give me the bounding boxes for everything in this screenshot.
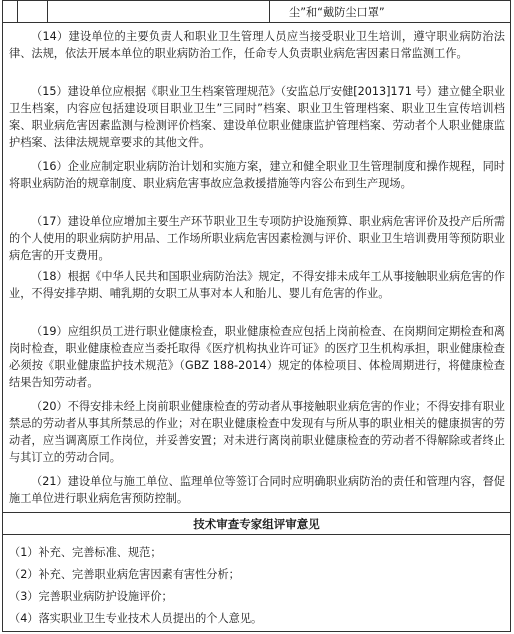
table-cell-text: 尘”和“戴防尘口罩” (289, 6, 385, 19)
measure-paragraph-14: （14）建设单位的主要负责人和职业卫生管理人员应当接受职业卫生培训，遵守职业病防治法律、法规，依法开展本单位的职业病防治工作，任命专人负责职业病危害因素日常监测工作。 (9, 30, 505, 60)
section-heading: 技术审查专家组评审意见 (193, 517, 320, 531)
measure-paragraph-20: （20）不得安排未经上岗前职业健康检查的劳动者从事接触职业病危害的作业；不得安排有职业禁忌的劳动者从事其所禁忌的作业；对在职业健康检查中发现有与所从事的职业相关的健康损害的劳动者，应当调离原工作岗位，并妥善安置；对未进行离岗前职业健康检查的劳动者不得解除或者终止与其订立的劳动合同。 (9, 400, 505, 464)
measure-paragraph-15: （15）建设单位应根据《职业卫生档案管理规范》（安监总厅安健[2013]171 号）建立健全职业卫生档案，内容应包括建设项目职业卫生”三同时”档案、职业卫生管理档案、职业卫生宣传培训档案、职业病危害因素监测与检测评价档案、建设单位职业健康监护管理档案、劳动者个人职业健康监护档案、法律法规规章要求的其他文件。 (9, 85, 505, 149)
table-row (3, 1, 510, 23)
measure-paragraph-18: （18）根据《中华人民共和国职业病防治法》规定，不得安排未成年工从事接触职业病危害的作业，不得安排孕期、哺乳期的女职工从事对本人和胎儿、婴儿有危害的作业。 (9, 270, 505, 300)
cell-divider (47, 1, 48, 23)
review-table (2, 0, 511, 632)
measure-paragraph-17: （17）建设单位应增加主要生产环节职业卫生专项防护设施预算、职业病危害评价及投产后所需的个人使用的职业病防护用品、工作场所职业病危害因素检测与评价、职业卫生培训费用等预防职业病危害的开支费用。 (9, 215, 505, 262)
review-opinion-4: （4）落实职业卫生专业技术人员提出的个人意见。 (9, 612, 263, 625)
measure-paragraph-16: （16）企业应制定职业病防治计划和实施方案，建立和健全职业卫生管理制度和操作规程，同时将职业病防治的规章制度、职业病危害事故应急救援措施等内容公布到生产现场。 (9, 160, 505, 190)
review-opinion-3: （3）完善职业病防护设施评价； (9, 590, 173, 603)
measure-paragraph-21: （21）建设单位与施工单位、监理单位等签订合同时应明确职业病防治的责任和管理内容，督促施工单位进行职业病危害预防控制。 (9, 475, 505, 505)
review-opinion-1: （1）补充、完善标准、规范； (9, 546, 162, 559)
cell-divider (269, 1, 270, 23)
measure-paragraph-19: （19）应组织员工进行职业健康检查，职业健康检查应包括上岗前检查、在岗期间定期检查和离岗时检查，职业健康检查应当委托取得《医疗机构执业许可证》的医疗卫生机构承担，职业健康检查必须按《职业健康监护技术规范》（GBZ 188-2014）规定的体检项目、体检周期进行，将健康检查结果告知劳动者。 (9, 325, 505, 389)
section-heading-row (3, 512, 510, 535)
review-opinion-2: （2）补充、完善职业病危害因素有害性分析； (9, 568, 240, 581)
cell-divider (17, 1, 18, 23)
